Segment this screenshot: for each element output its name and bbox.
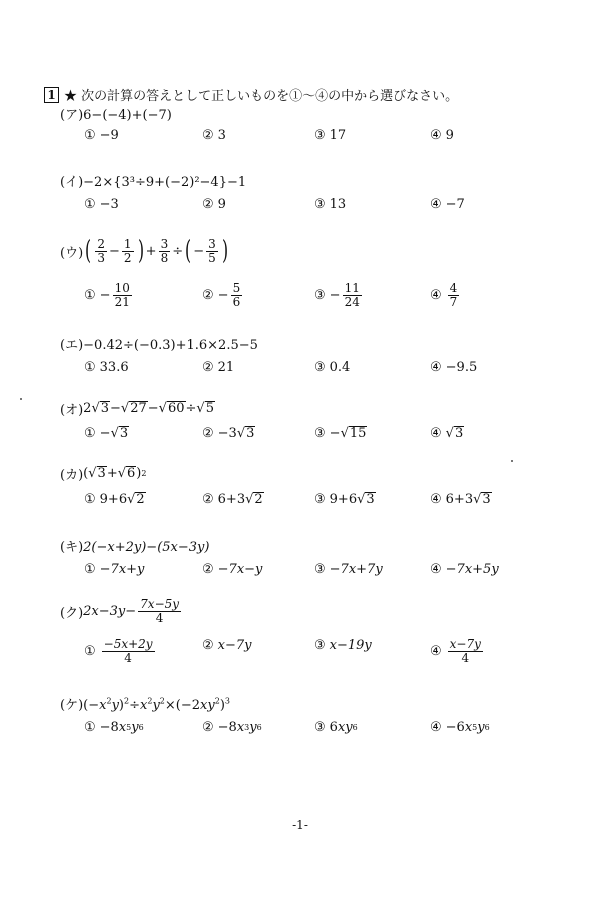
choice-e-1[interactable]: ① − √ 3 [84, 426, 129, 442]
choice-c-3[interactable]: ③ − $\frac{11}{24}$ [314, 281, 360, 309]
choice-b-2[interactable]: ② 9 [202, 197, 226, 212]
choice-f-2[interactable]: ② 6+3 √ 2 [202, 492, 263, 508]
choice-a-4[interactable]: ④ 9 [430, 128, 454, 143]
choices-b [84, 197, 580, 223]
choice-i-2[interactable]: ② −8 x 3 y 6 [202, 720, 262, 735]
problem-f: (カ) ( √ 3 + √ 6 ) 2 [60, 465, 147, 483]
choice-d-4[interactable]: ④ −9.5 [430, 360, 478, 375]
choice-c-4[interactable]: ④ $\frac{4}{7}$ [430, 281, 458, 309]
choice-h-3[interactable]: ③ x−19y [314, 638, 372, 653]
choices-h [84, 638, 580, 664]
choice-i-3[interactable]: ③ 6 xy 6 [314, 720, 358, 735]
choices-i [84, 720, 580, 746]
choice-b-3[interactable]: ③ 13 [314, 197, 347, 212]
problem-a: (ア)6−(−4)+(−7) [60, 108, 172, 123]
choice-g-4[interactable]: ④ −7x+5y [430, 562, 499, 577]
choice-c-1[interactable]: ① − $\frac{10}{21}$ [84, 281, 130, 309]
choice-c-2[interactable]: ② − $\frac{5}{6}$ [202, 281, 241, 309]
choices-g [84, 562, 580, 588]
problem-c: (ウ) ( $\frac{2}{3}$ − $\frac{1}{2}$ ) + $\frac{3}{8}$ ÷ ( − $\frac{3}{5}$ ) [60, 236, 228, 267]
choices-a [84, 128, 580, 154]
choice-a-1[interactable]: ① −9 [84, 128, 119, 143]
choice-f-4[interactable]: ④ 6+3 √ 3 [430, 492, 491, 508]
choices-e [84, 426, 580, 452]
choice-h-1[interactable]: ① $\frac{-5x+2y}{4}$ [84, 637, 153, 665]
problem-g: (キ)2(−x+2y)−(5x−3y) [60, 540, 210, 555]
problem-b: (イ)−2×{3³÷9+(−2)²−4}−1 [60, 175, 247, 190]
choice-i-4[interactable]: ④ −6 x 5 y 6 [430, 720, 490, 735]
problem-e: (オ) 2 √ 3 − √ 27 − √ 60 ÷ √ 5 [60, 400, 214, 418]
choice-e-4[interactable]: ④ √ 3 [430, 426, 464, 442]
choice-h-2[interactable]: ② x−7y [202, 638, 252, 653]
choice-g-3[interactable]: ③ −7x+7y [314, 562, 383, 577]
choice-f-1[interactable]: ① 9+6 √ 2 [84, 492, 145, 508]
choices-d [84, 360, 580, 386]
choice-a-2[interactable]: ② 3 [202, 128, 226, 143]
page-number: -1- [292, 818, 308, 832]
question-number-box: 1 [44, 87, 59, 103]
choice-e-2[interactable]: ② −3 √ 3 [202, 426, 255, 442]
problem-d: (エ)−0.42÷(−0.3)+1.6×2.5−5 [60, 338, 258, 353]
choice-f-3[interactable]: ③ 9+6 √ 3 [314, 492, 375, 508]
choice-e-3[interactable]: ③ − √ 15 [314, 426, 367, 442]
choice-g-2[interactable]: ② −7x−y [202, 562, 263, 577]
problem-h: (ク) 2x−3y− $\frac{7x-5y}{4}$ [60, 597, 180, 625]
choice-h-4[interactable]: ④ $\frac{x-7y}{4}$ [430, 637, 481, 665]
choices-c [84, 282, 580, 308]
choice-g-1[interactable]: ① −7x+y [84, 562, 145, 577]
choice-b-1[interactable]: ① −3 [84, 197, 119, 212]
scan-speck [20, 398, 22, 400]
instruction-text: ★ 次の計算の答えとして正しいものを①～④の中から選びなさい。 [64, 89, 459, 104]
instruction [44, 85, 458, 104]
choice-a-3[interactable]: ③ 17 [314, 128, 347, 143]
choice-i-1[interactable]: ① −8 x 5 y 6 [84, 720, 144, 735]
problem-i: (ケ)$(-x^2y)^2\div x^2y^2\times(-2xy^2)^3$ [60, 696, 230, 713]
choice-d-2[interactable]: ② 21 [202, 360, 235, 375]
choice-d-1[interactable]: ① 33.6 [84, 360, 129, 375]
choices-f [84, 492, 580, 518]
scan-speck [511, 460, 513, 462]
choice-b-4[interactable]: ④ −7 [430, 197, 465, 212]
choice-d-3[interactable]: ③ 0.4 [314, 360, 351, 375]
